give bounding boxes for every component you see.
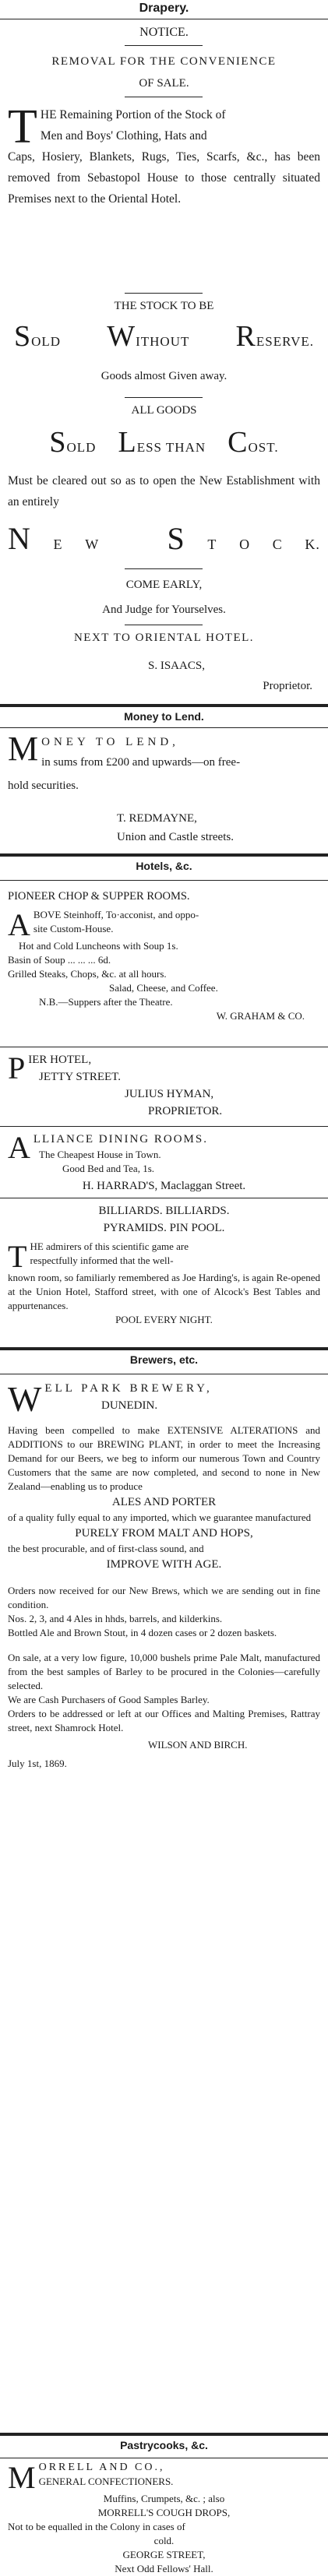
morrell-line: Next Odd Fellows' Hall. <box>115 2563 213 2574</box>
section-heading-brewers: Brewers, etc. <box>129 1353 199 1366</box>
removal-body <box>0 100 328 209</box>
stock-heading: THE STOCK TO BE <box>114 300 214 312</box>
pioneer-line: Salad, Cheese, and Coffee. <box>109 982 218 994</box>
drop-cap: A <box>8 1130 30 1165</box>
pioneer-line: Grilled Steaks, Chops, &c. at all hours. <box>8 968 167 980</box>
brewery-para: of a quality fully equal to any imported, which we guarantee manufactured <box>8 1511 312 1523</box>
goods-line: Goods almost Given away. <box>101 370 227 382</box>
all-goods-heading: ALL GOODS <box>131 404 197 417</box>
body-line: Men and Boys' Clothing, Hats and <box>40 129 207 143</box>
pioneer-line: Basin of Soup ... ... ... 6d. <box>8 954 111 966</box>
morrell-line: Not to be equalled in the Colony in cases of <box>8 2521 185 2532</box>
isaacs-signature: S. ISAACS, <box>148 660 205 672</box>
section-heading-hotels: Hotels, &c. <box>136 860 192 872</box>
money-signature: T. REDMAYNE, <box>117 812 197 825</box>
pioneer-signature: W. GRAHAM & CO. <box>216 1010 305 1022</box>
billiards-line: HE admirers of this scientific game are <box>30 1240 189 1252</box>
word-without: WITHOUT <box>107 320 190 353</box>
money-line3: hold securities. <box>8 779 79 792</box>
pier-hotel-ad <box>0 1051 328 1120</box>
divider <box>0 727 328 728</box>
divider <box>0 704 328 707</box>
divider <box>0 1347 328 1350</box>
brewery-para: the best procurable, and of first-class sound, and <box>8 1543 204 1554</box>
brewery-town: DUNEDIN. <box>101 1399 158 1412</box>
section-heading-pastrycooks: Pastrycooks, &c. <box>120 2439 208 2451</box>
money-address: Union and Castle streets. <box>117 831 234 843</box>
morrell-line: GEORGE STREET, <box>122 2549 206 2560</box>
pioneer-ad <box>0 908 328 1023</box>
come-early: COME EARLY, <box>125 579 203 591</box>
drop-cap: T <box>8 100 37 153</box>
divider <box>0 880 328 881</box>
drop-cap: M <box>8 2460 36 2495</box>
brewery-date: July 1st, 1869. <box>8 1758 67 1769</box>
word-cost: COST. <box>227 426 279 459</box>
billiards-heading-2: PYRAMIDS. PIN POOL. <box>103 1222 225 1234</box>
brewery-para: Orders now received for our New Brews, which we are sending out in fine condition. <box>8 1585 320 1610</box>
section-heading-drapery: Drapery. <box>139 2 189 15</box>
word-less-than: LESS THAN <box>118 426 206 459</box>
alliance-line: Good Bed and Tea, 1s. <box>62 1163 154 1174</box>
pier-line: IER HOTEL, <box>28 1054 92 1066</box>
billiards-heading-1: BILLIARDS. BILLIARDS. <box>98 1205 230 1217</box>
brewery-para: We are Cash Purchasers of Good Samples Barley. <box>8 1694 210 1705</box>
drop-cap: T <box>8 1239 27 1274</box>
pioneer-line: Hot and Cold Luncheons with Soup 1s. <box>19 940 178 952</box>
morrell-line: MORRELL'S COUGH DROPS, <box>97 2507 231 2518</box>
brewery-improve: IMPROVE WITH AGE. <box>106 1558 222 1571</box>
billiards-rest: known room, so familiarly remembered as Joe Harding's, is again Re-opened at the Union Hotel, Stafford street, with one of Alcock's Best Tables and appurtenances. <box>8 1272 320 1311</box>
divider <box>125 568 203 569</box>
section-heading-money: Money to Lend. <box>124 710 204 723</box>
brewery-ad <box>0 1380 328 1771</box>
divider <box>0 1126 328 1127</box>
pioneer-line: site Custom-House. <box>33 923 114 934</box>
sold-without-reserve <box>0 319 328 354</box>
brewery-para: Bottled Ale and Brown Stout, in 4 dozen cases or 2 dozen baskets. <box>8 1627 277 1638</box>
morrell-title: ORRELL AND CO., <box>38 2462 165 2473</box>
body-line: HE Remaining Portion of the Stock of <box>40 108 226 121</box>
brewery-title: ELL PARK BREWERY, <box>44 1382 213 1395</box>
brewery-para: Having been compelled to make EXTENSIVE ALTERATIONS and ADDITIONS to our BREWING PLANT, in order to meet the Increasing Demand for our Beers, we beg to inform our numerous Town and Country Customers that the same are now completed, and second to none in New Zealand—enabling us to produce <box>8 1424 320 1492</box>
judge-line: And Judge for Yourselves. <box>102 604 226 616</box>
brewery-purely: PURELY FROM MALT AND HOPS, <box>75 1527 253 1540</box>
drop-cap: A <box>8 907 30 942</box>
brewery-para: Orders to be addressed or left at our Offices and Malting Premises, Rattray street, next Shamrock Hotel. <box>8 1708 320 1733</box>
sold-less-than-cost <box>0 425 328 459</box>
brewery-ales: ALES AND PORTER <box>111 1496 217 1508</box>
money-ad <box>0 730 328 794</box>
billiards-end: POOL EVERY NIGHT. <box>115 1314 213 1325</box>
money-line1: ONEY TO LEND, <box>41 736 179 748</box>
next-to-oriental: NEXT TO ORIENTAL HOTEL. <box>73 632 255 644</box>
billiards-ad <box>0 1240 328 1327</box>
pier-line: JULIUS HYMAN, <box>125 1088 214 1100</box>
removal-heading-line1: REMOVAL FOR THE CONVENIENCE <box>51 55 277 68</box>
removal-heading-line2: OF SALE. <box>139 77 189 90</box>
cleared-text: Must be cleared out so as to open the New Establishment with an entirely <box>8 474 320 509</box>
pioneer-line: N.B.—Suppers after the Theatre. <box>39 996 173 1008</box>
pier-line: JETTY STREET. <box>39 1071 121 1083</box>
drop-cap: W <box>8 1379 42 1419</box>
alliance-signature: H. HARRAD'S, Maclaggan Street. <box>82 1180 246 1192</box>
money-line2: in sums from £200 and upwards—on free- <box>41 756 241 769</box>
morrell-line: GENERAL CONFECTIONERS. <box>38 2476 174 2487</box>
pioneer-line: BOVE Steinhoff, To·acconist, and oppo- <box>33 909 199 920</box>
word-sold: SOLD <box>14 320 62 353</box>
divider <box>125 45 203 46</box>
divider <box>125 293 203 294</box>
morrell-line: cold. <box>153 2535 175 2546</box>
billiards-line: respectfully informed that the well- <box>30 1255 174 1266</box>
alliance-ad <box>0 1131 328 1195</box>
pioneer-title: PIONEER CHOP & SUPPER ROOMS. <box>8 890 190 903</box>
new-stock-heading: N E W S T O C K. <box>8 521 320 556</box>
drop-cap: P <box>8 1050 26 1086</box>
word-sold: SOLD <box>49 426 97 459</box>
morrell-ad <box>0 2461 328 2576</box>
morrell-line: Muffins, Crumpets, &c. ; also <box>103 2493 225 2504</box>
drop-cap: M <box>8 730 39 768</box>
brewery-para: On sale, at a very low figure, 10,000 bushels prime Pale Malt, manufactured from the best samples of Barley to be procured in the Colonies—carefully selected. <box>8 1652 320 1691</box>
divider <box>0 2433 328 2436</box>
alliance-line: LLIANCE DINING ROOMS. <box>33 1133 208 1145</box>
divider <box>125 397 203 398</box>
brewery-signature: WILSON AND BIRCH. <box>148 1739 248 1751</box>
alliance-line: The Cheapest House in Town. <box>39 1149 161 1160</box>
notice-heading: NOTICE. <box>139 26 189 39</box>
brewery-para: Nos. 2, 3, and 4 Ales in hhds, barrels, and kilderkins. <box>8 1613 223 1624</box>
isaacs-proprietor: Proprietor. <box>263 680 312 692</box>
body-rest: Caps, Hosiery, Blankets, Rugs, Ties, Scarfs, &c., has been removed from Sebastopol House to those centrally situated Premises next to the Oriental Hotel. <box>8 150 320 206</box>
word-reserve: RESERVE. <box>235 320 314 353</box>
pier-line: PROPRIETOR. <box>148 1105 223 1117</box>
divider <box>0 853 328 857</box>
